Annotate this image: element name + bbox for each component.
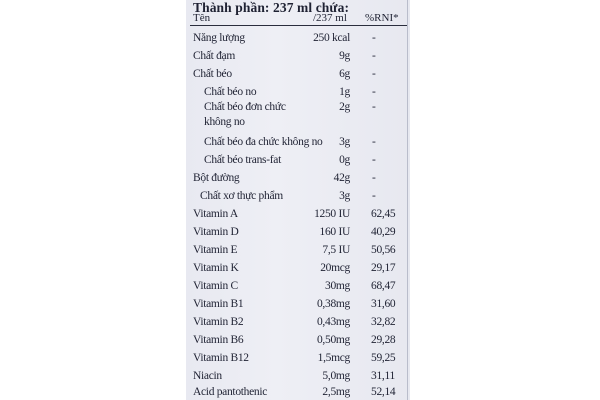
nutrient-amount: 2g [339,101,350,113]
nutrient-name: Chất béo đơn chức [204,101,286,113]
nutrient-rni: 68,47 [371,280,396,292]
nutrient-name: Niacin [193,370,222,382]
nutrient-name: Vitamin A [193,208,238,220]
nutrient-amount: 42g [333,172,350,184]
nutrient-rni: - [372,86,376,98]
nutrient-name: Vitamin K [193,262,239,274]
label-heading: Thành phần: 237 ml chứa: [193,0,350,15]
nutrient-rni: - [372,154,376,166]
nutrient-rni: - [372,68,376,80]
nutrient-rni: 29,17 [371,262,396,274]
column-header-rni: %RNI* [365,12,399,24]
nutrient-rni: 62,45 [371,208,396,220]
column-header-amount: /237 ml [313,12,347,24]
nutrient-rni: 32,82 [371,316,396,328]
nutrient-name: Bột đường [193,172,240,184]
nutrient-name: Chất béo no [204,86,257,98]
nutrient-name: Vitamin B12 [193,352,249,364]
nutrient-amount: 3g [339,190,350,202]
nutrient-name: Chất béo [193,68,232,80]
nutrient-name: Chất đạm [193,50,235,62]
nutrient-name: Chất béo đa chức không no [204,136,323,148]
nutrient-name: Vitamin B2 [193,316,244,328]
nutrient-amount: 0,43mg [316,316,350,328]
nutrient-name: Năng lượng [193,32,245,44]
nutrient-amount: 9g [339,50,350,62]
nutrient-rni: 59,25 [371,352,396,364]
nutrient-amount: 0,38mg [316,298,350,310]
nutrient-amount: 1,5mcg [317,352,350,364]
nutrient-amount: 2,5mg [322,386,350,398]
nutrient-amount: 20mcg [320,262,350,274]
nutrient-name: Chất xơ thực phẩm [200,190,283,202]
nutrient-name: Vitamin B6 [193,334,244,346]
nutrient-amount: 1g [339,86,350,98]
label-edge-line [407,0,408,400]
nutrient-rni: - [372,50,376,62]
nutrient-name: Acid pantothenic [193,386,268,398]
nutrient-amount: 6g [339,68,350,80]
nutrient-amount: 0,50mg [316,334,350,346]
nutrient-name: Vitamin D [193,226,239,238]
nutrient-amount: 30mg [325,280,350,292]
nutrient-name: Vitamin C [193,280,238,292]
header-divider [190,25,407,26]
nutrient-rni: 31,60 [371,298,396,310]
nutrient-rni: 31,11 [371,370,395,382]
nutrient-rni: 52,14 [371,386,396,398]
nutrient-amount: 7,5 IU [322,244,350,256]
nutrient-name: Vitamin B1 [193,298,244,310]
nutrient-amount: 0g [339,154,350,166]
nutrient-rni: - [372,172,376,184]
nutrient-amount: 1250 IU [314,208,350,220]
nutrient-rni: - [372,136,376,148]
nutrient-amount: 160 IU [319,226,350,238]
nutrient-rni: 50,56 [371,244,396,256]
nutrient-amount: 250 kcal [313,32,350,44]
nutrient-name-continued: không no [204,116,245,128]
column-header-name: Tên [193,12,211,24]
nutrient-amount: 5,0mg [322,370,350,382]
nutrient-rni: - [372,101,376,113]
nutrient-amount: 3g [339,136,350,148]
nutrient-rni: 29,28 [371,334,396,346]
nutrient-rni: 40,29 [371,226,396,238]
nutrient-rni: - [372,32,376,44]
nutrient-rni: - [372,190,376,202]
nutrient-name: Chất béo trans-fat [204,154,281,166]
nutrient-name: Vitamin E [193,244,238,256]
